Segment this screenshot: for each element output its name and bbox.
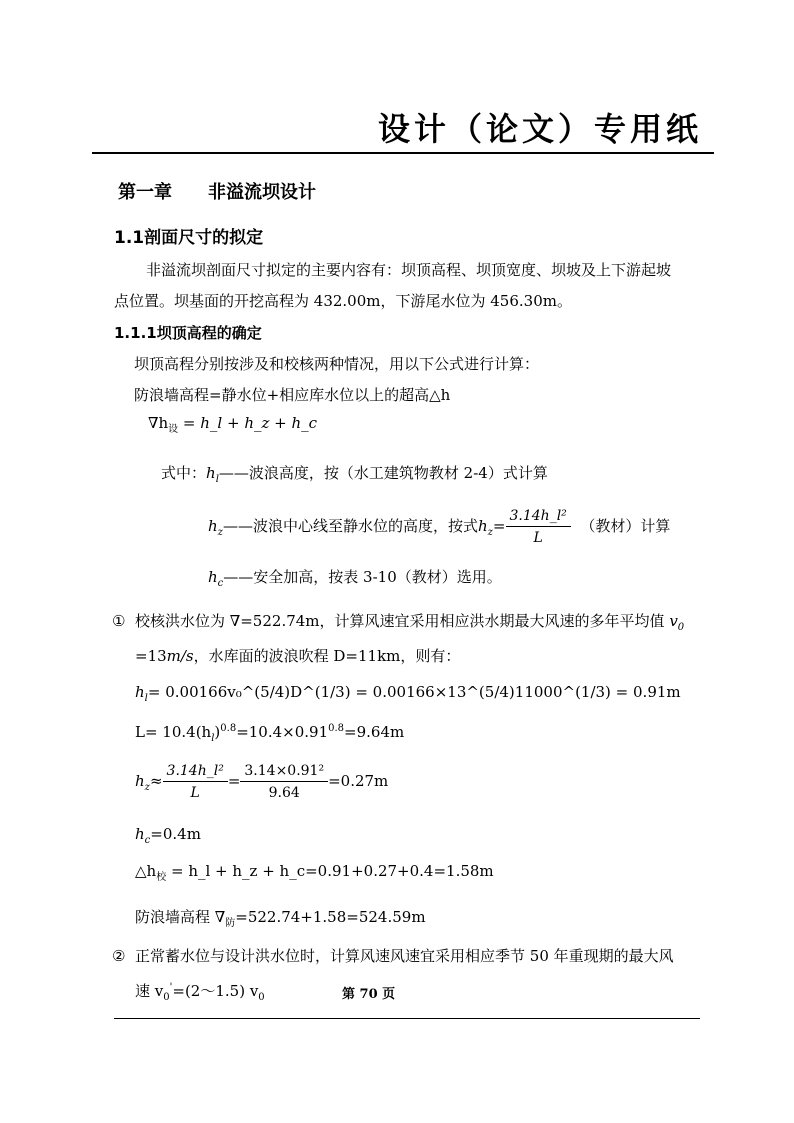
hz-tail: （教材）计算 bbox=[580, 517, 671, 535]
page-number: 第 70 页 bbox=[342, 987, 396, 1002]
main-formula bbox=[148, 414, 317, 435]
item1-unit: m/s bbox=[166, 647, 194, 665]
hz-eq-frac-1: $\frac{\text{3.14h\_l²}}{L}$ bbox=[163, 763, 228, 801]
item2-v0: 速 v bbox=[135, 982, 164, 1000]
para-line-1: 坝顶高程分别按涉及和校核两种情况，用以下公式进行计算： bbox=[134, 355, 540, 373]
hc-equation: $h_c=0.4m$ bbox=[135, 825, 201, 846]
item1-text: 校核洪水位为 ∇=522.74m，计算风速宜采用相应洪水期最大风速的多年平均值 bbox=[135, 612, 665, 630]
footer-rule bbox=[114, 1018, 700, 1019]
hz-frac-num: 3.14h_l² bbox=[506, 508, 571, 527]
hl-desc: ——波浪高度，按（水工建筑物教材 2-4）式计算 bbox=[218, 464, 548, 482]
item1-line-2 bbox=[135, 645, 460, 666]
where-prefix: 式中： bbox=[161, 464, 207, 482]
item2-marker: ② bbox=[112, 947, 126, 965]
item2-line-2: 速 $v_0'=(2\sim 1.5)$ $v_0$ bbox=[135, 982, 265, 1003]
item1-marker: ① bbox=[112, 612, 126, 630]
dh-equation: $\triangle h_校$ = h_l + h_z + h_c=0.91+0.27+0.4=1.58m bbox=[135, 862, 494, 883]
L-eq-d: =9.64m bbox=[344, 723, 405, 741]
page-header-title: 设计（论文）专用纸 bbox=[378, 110, 703, 148]
item1-fetch: ，水库面的波浪吹程 D=11km，则有： bbox=[193, 647, 461, 665]
hc-symbol: $h_c$ bbox=[208, 568, 224, 589]
where-hc bbox=[208, 566, 502, 589]
wall-sub: 防 bbox=[225, 918, 236, 929]
intro-line-1: 非溢流坝剖面尺寸拟定的主要内容有：坝顶高程、坝顶宽度、坝坡及上下游起坡 bbox=[146, 261, 672, 279]
subsection-title: 1.1.1坝顶高程的确定 bbox=[114, 324, 262, 342]
hz-result: =0.27m bbox=[328, 772, 389, 790]
hz-frac-den: L bbox=[533, 530, 543, 546]
header-rule bbox=[92, 152, 714, 154]
where-hl bbox=[161, 462, 548, 485]
para-line-2: 防浪墙高程=静水位+相应库水位以上的超高△h bbox=[134, 386, 451, 404]
L-eq-c: =10.4×0.91 bbox=[236, 723, 329, 741]
item1-line-1 bbox=[112, 610, 684, 633]
hl-equation: $h_l=$ 0.00166v₀^(5/4)D^(1/3) = 0.00166×13^(5/4)11000^(1/3) = 0.91m bbox=[135, 683, 681, 704]
L-equation: $L= 10.4(h_l)^{0.8}=10.4\times 0.91^{0.8}=9.64m$ bbox=[135, 723, 405, 744]
wall-elevation bbox=[135, 906, 426, 929]
hc-desc: ——安全加高，按表 3-10（教材）选用。 bbox=[223, 568, 502, 586]
formula-lhs: ∇h bbox=[148, 414, 169, 432]
section-title: 1.1剖面尺寸的拟定 bbox=[114, 228, 264, 248]
dh-eq-text: = h_l + h_z + h_c=0.91+0.27+0.4=1.58m bbox=[170, 862, 494, 880]
item2-line-1 bbox=[112, 945, 674, 966]
where-hz: $h_z——$波浪中心线至静水位的高度，按式$h_z=$ $\frac{\text{3.14h\_l²}}{L}$ （教材）计算 bbox=[208, 508, 671, 546]
hz-fraction bbox=[506, 508, 571, 546]
wall-label: 防浪墙高程 ∇ bbox=[135, 908, 226, 926]
formula-rhs: = h_l + h_z + h_c bbox=[182, 414, 318, 432]
hz-eq-frac-2: $\frac{\text{3.14×0.91²}}{9.64}$ bbox=[240, 763, 328, 801]
hl-symbol: $h_l$ bbox=[206, 464, 219, 485]
wall-value: =522.74+1.58=524.59m bbox=[235, 908, 426, 926]
intro-line-2: 点位置。坝基面的开挖高程为 432.00m，下游尾水位为 456.30m。 bbox=[114, 292, 572, 310]
v0-symbol: $v_0$ bbox=[669, 612, 685, 633]
hz-formula-lhs: $h_z$ bbox=[477, 517, 493, 538]
L-eq-a: L= 10.4(h bbox=[135, 723, 212, 741]
item2-range: =(2～1.5) v bbox=[172, 982, 259, 1000]
L-eq-b: ) bbox=[214, 723, 221, 741]
hz-equation: $h_z\approx$ $\frac{\text{3.14h\_l²}}{L}$ = $\frac{\text{3.14×0.91²}}{9.64}$ =0.27m bbox=[135, 763, 389, 801]
hc-eq-text: =0.4m bbox=[150, 825, 201, 843]
item1-wind: =13 bbox=[135, 647, 167, 665]
hl-eq-text: = 0.00166v₀^(5/4)D^(1/3) = 0.00166×13^(5/4)11000^(1/3) = 0.91m bbox=[147, 683, 681, 701]
item2-text: 正常蓄水位与设计洪水位时，计算风速风速宜采用相应季节 50 年重现期的最大风 bbox=[135, 947, 674, 965]
chapter-title: 第一章 非溢流坝设计 bbox=[118, 182, 316, 203]
hz-symbol: $h_z$ bbox=[208, 517, 223, 538]
hz-desc: ——波浪中心线至静水位的高度，按式 bbox=[222, 517, 478, 535]
formula-lhs-sub: 设 bbox=[168, 424, 179, 435]
